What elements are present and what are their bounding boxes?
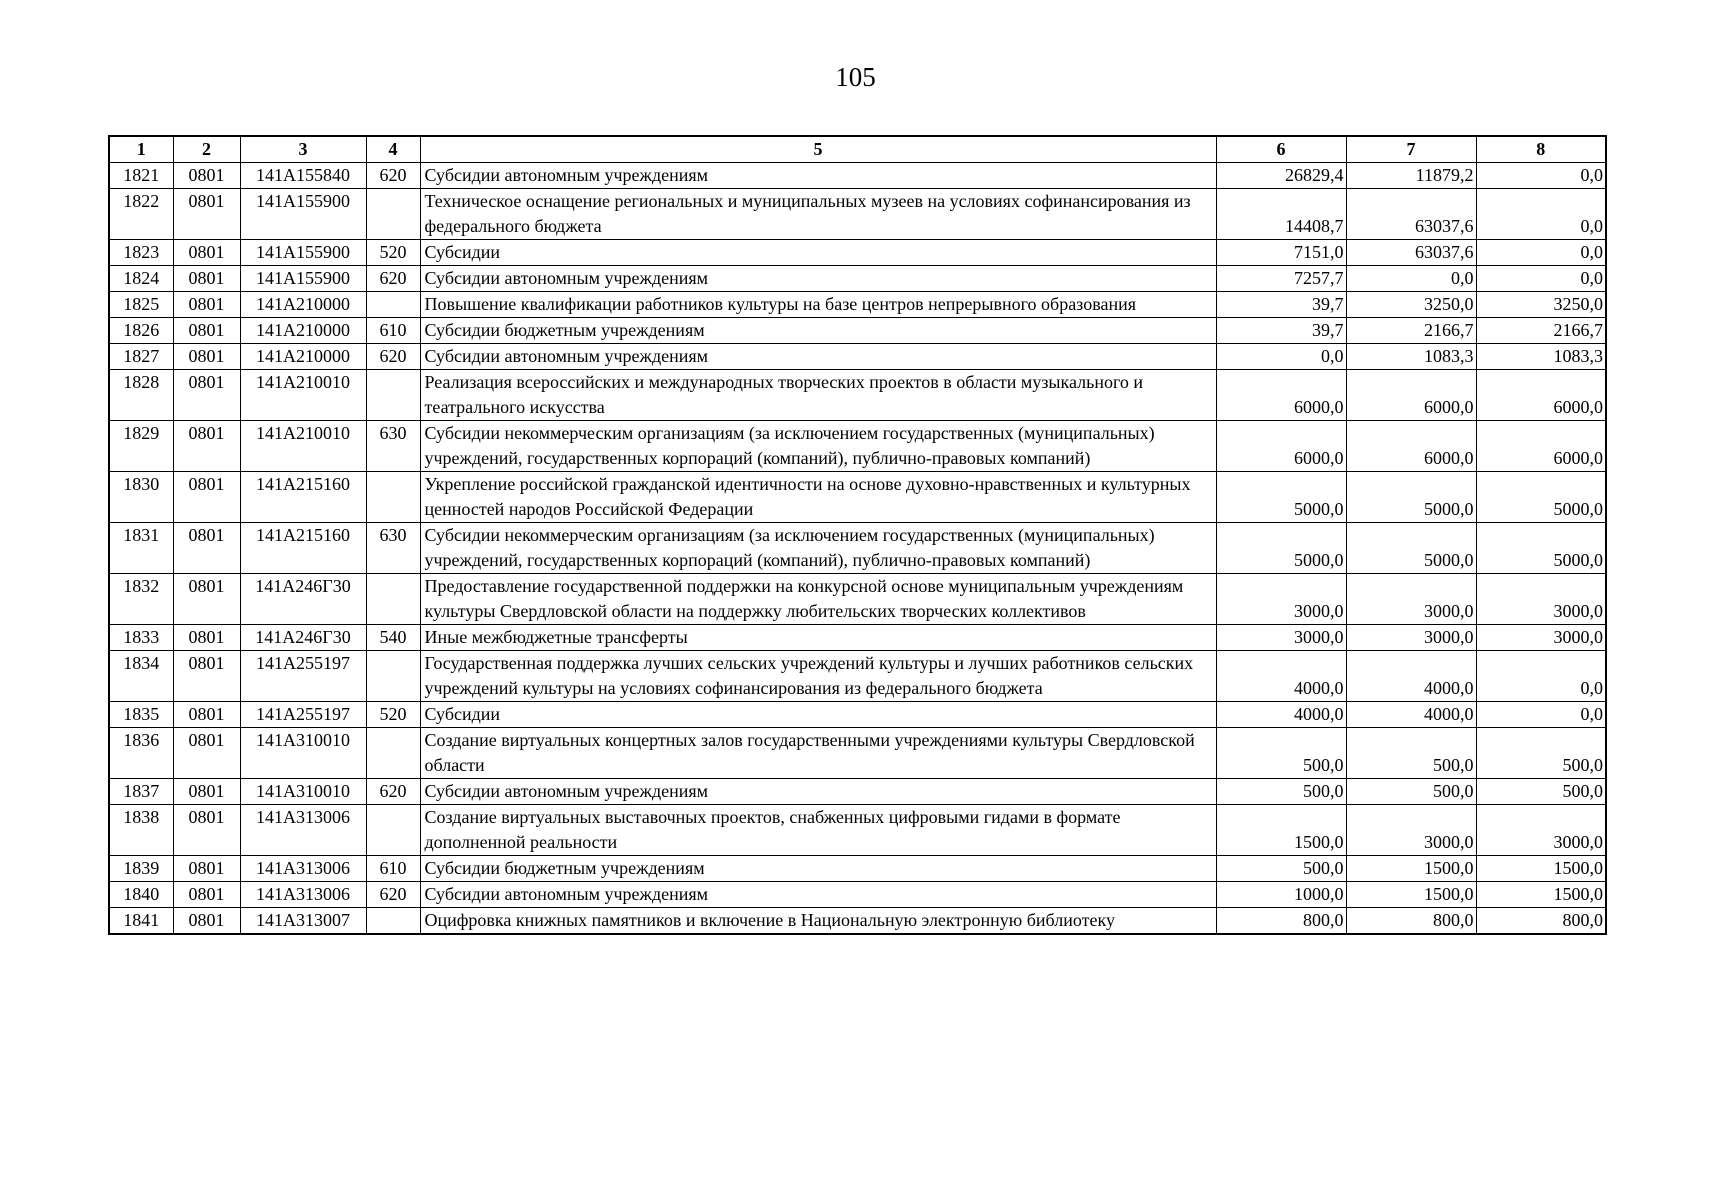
table-header	[109, 136, 1606, 163]
amount-col6-cell: 3000,0	[1216, 574, 1346, 625]
expense-type-cell: 610	[366, 856, 420, 882]
target-article-cell: 141A310010	[240, 779, 366, 805]
section-code-cell: 0801	[173, 189, 240, 240]
row-number-cell: 1837	[109, 779, 173, 805]
row-number-cell: 1832	[109, 574, 173, 625]
expense-type-cell: 620	[366, 779, 420, 805]
amount-col8-cell: 6000,0	[1476, 370, 1606, 421]
header-cell-1: 1	[109, 136, 173, 163]
amount-col7-cell: 6000,0	[1346, 370, 1476, 421]
item-name-cell: Оцифровка книжных памятников и включение в Национальную электронную библиотеку	[420, 908, 1216, 935]
target-article-cell: 141A246Г30	[240, 625, 366, 651]
row-number-cell: 1828	[109, 370, 173, 421]
table-row	[109, 163, 1606, 189]
budget-table	[108, 135, 1607, 935]
item-name-cell: Субсидии автономным учреждениям	[420, 779, 1216, 805]
expense-type-cell	[366, 908, 420, 935]
header-cell-5: 5	[420, 136, 1216, 163]
item-name-cell: Повышение квалификации работников культуры на базе центров непрерывного образования	[420, 292, 1216, 318]
target-article-cell: 141A313006	[240, 856, 366, 882]
amount-col6-cell: 800,0	[1216, 908, 1346, 935]
table-row	[109, 908, 1606, 935]
expense-type-cell: 630	[366, 421, 420, 472]
item-name-cell: Предоставление государственной поддержки на конкурсной основе муниципальным учреждениям культуры Свердловской области на поддержку любительских творческих коллективов	[420, 574, 1216, 625]
target-article-cell: 141A210010	[240, 421, 366, 472]
page-number: 105	[835, 62, 876, 92]
table-row	[109, 189, 1606, 240]
item-name-cell: Субсидии некоммерческим организациям (за исключением государственных (муниципальных) учреждений, государственных корпораций (компаний), публично-правовых компаний)	[420, 421, 1216, 472]
section-code-cell: 0801	[173, 779, 240, 805]
target-article-cell: 141A215160	[240, 523, 366, 574]
amount-col7-cell: 3000,0	[1346, 625, 1476, 651]
item-name-cell: Субсидии	[420, 240, 1216, 266]
target-article-cell: 141A313006	[240, 882, 366, 908]
amount-col7-cell: 1500,0	[1346, 882, 1476, 908]
amount-col7-cell: 63037,6	[1346, 189, 1476, 240]
table-row	[109, 702, 1606, 728]
row-number-cell: 1830	[109, 472, 173, 523]
amount-col6-cell: 7151,0	[1216, 240, 1346, 266]
amount-col7-cell: 4000,0	[1346, 651, 1476, 702]
section-code-cell: 0801	[173, 625, 240, 651]
amount-col8-cell: 5000,0	[1476, 472, 1606, 523]
table-row	[109, 574, 1606, 625]
expense-type-cell	[366, 651, 420, 702]
section-code-cell: 0801	[173, 163, 240, 189]
target-article-cell: 141A255197	[240, 702, 366, 728]
amount-col6-cell: 14408,7	[1216, 189, 1346, 240]
amount-col8-cell: 6000,0	[1476, 421, 1606, 472]
amount-col6-cell: 500,0	[1216, 856, 1346, 882]
target-article-cell: 141A210010	[240, 370, 366, 421]
amount-col7-cell: 5000,0	[1346, 523, 1476, 574]
item-name-cell: Создание виртуальных выставочных проектов, снабженных цифровыми гидами в формате дополненной реальности	[420, 805, 1216, 856]
section-code-cell: 0801	[173, 344, 240, 370]
header-cell-2: 2	[173, 136, 240, 163]
table-row	[109, 625, 1606, 651]
row-number-cell: 1826	[109, 318, 173, 344]
target-article-cell: 141A313007	[240, 908, 366, 935]
section-code-cell: 0801	[173, 856, 240, 882]
section-code-cell: 0801	[173, 292, 240, 318]
section-code-cell: 0801	[173, 702, 240, 728]
expense-type-cell	[366, 189, 420, 240]
target-article-cell: 141A255197	[240, 651, 366, 702]
amount-col8-cell: 5000,0	[1476, 523, 1606, 574]
header-cell-8: 8	[1476, 136, 1606, 163]
amount-col6-cell: 7257,7	[1216, 266, 1346, 292]
row-number-cell: 1823	[109, 240, 173, 266]
item-name-cell: Субсидии	[420, 702, 1216, 728]
table-row	[109, 651, 1606, 702]
section-code-cell: 0801	[173, 240, 240, 266]
expense-type-cell	[366, 292, 420, 318]
expense-type-cell	[366, 805, 420, 856]
row-number-cell: 1840	[109, 882, 173, 908]
section-code-cell: 0801	[173, 908, 240, 935]
target-article-cell: 141A155900	[240, 266, 366, 292]
target-article-cell: 141A310010	[240, 728, 366, 779]
amount-col6-cell: 4000,0	[1216, 702, 1346, 728]
row-number-cell: 1825	[109, 292, 173, 318]
amount-col8-cell: 2166,7	[1476, 318, 1606, 344]
item-name-cell: Субсидии автономным учреждениям	[420, 163, 1216, 189]
table-row	[109, 240, 1606, 266]
item-name-cell: Субсидии автономным учреждениям	[420, 266, 1216, 292]
table-row	[109, 344, 1606, 370]
row-number-cell: 1836	[109, 728, 173, 779]
amount-col7-cell: 6000,0	[1346, 421, 1476, 472]
item-name-cell: Субсидии некоммерческим организациям (за исключением государственных (муниципальных) учреждений, государственных корпораций (компаний), публично-правовых компаний)	[420, 523, 1216, 574]
table-row	[109, 882, 1606, 908]
expense-type-cell: 620	[366, 882, 420, 908]
amount-col6-cell: 500,0	[1216, 728, 1346, 779]
amount-col7-cell: 1083,3	[1346, 344, 1476, 370]
section-code-cell: 0801	[173, 651, 240, 702]
amount-col7-cell: 4000,0	[1346, 702, 1476, 728]
row-number-cell: 1829	[109, 421, 173, 472]
amount-col8-cell: 0,0	[1476, 702, 1606, 728]
amount-col8-cell: 3000,0	[1476, 625, 1606, 651]
amount-col7-cell: 11879,2	[1346, 163, 1476, 189]
target-article-cell: 141A313006	[240, 805, 366, 856]
amount-col8-cell: 3000,0	[1476, 574, 1606, 625]
target-article-cell: 141A246Г30	[240, 574, 366, 625]
amount-col7-cell: 5000,0	[1346, 472, 1476, 523]
amount-col7-cell: 500,0	[1346, 779, 1476, 805]
table-row	[109, 318, 1606, 344]
target-article-cell: 141A155900	[240, 189, 366, 240]
amount-col8-cell: 3000,0	[1476, 805, 1606, 856]
header-cell-6: 6	[1216, 136, 1346, 163]
amount-col8-cell: 0,0	[1476, 189, 1606, 240]
expense-type-cell: 620	[366, 266, 420, 292]
table-row	[109, 779, 1606, 805]
item-name-cell: Техническое оснащение региональных и муниципальных музеев на условиях софинансирования из федерального бюджета	[420, 189, 1216, 240]
table-row	[109, 523, 1606, 574]
item-name-cell: Субсидии бюджетным учреждениям	[420, 856, 1216, 882]
expense-type-cell: 630	[366, 523, 420, 574]
item-name-cell: Субсидии бюджетным учреждениям	[420, 318, 1216, 344]
amount-col8-cell: 500,0	[1476, 728, 1606, 779]
section-code-cell: 0801	[173, 421, 240, 472]
amount-col8-cell: 0,0	[1476, 163, 1606, 189]
amount-col7-cell: 0,0	[1346, 266, 1476, 292]
row-number-cell: 1821	[109, 163, 173, 189]
amount-col8-cell: 3250,0	[1476, 292, 1606, 318]
amount-col8-cell: 1500,0	[1476, 882, 1606, 908]
header-cell-3: 3	[240, 136, 366, 163]
item-name-cell: Субсидии автономным учреждениям	[420, 344, 1216, 370]
amount-col6-cell: 1000,0	[1216, 882, 1346, 908]
item-name-cell: Иные межбюджетные трансферты	[420, 625, 1216, 651]
row-number-cell: 1822	[109, 189, 173, 240]
table-row	[109, 370, 1606, 421]
amount-col8-cell: 800,0	[1476, 908, 1606, 935]
row-number-cell: 1839	[109, 856, 173, 882]
expense-type-cell: 610	[366, 318, 420, 344]
section-code-cell: 0801	[173, 266, 240, 292]
item-name-cell: Государственная поддержка лучших сельских учреждений культуры и лучших работников сельских учреждений культуры на условиях софинансирования из федерального бюджета	[420, 651, 1216, 702]
item-name-cell: Реализация всероссийских и международных творческих проектов в области музыкального и театрального искусства	[420, 370, 1216, 421]
amount-col7-cell: 63037,6	[1346, 240, 1476, 266]
amount-col8-cell: 1083,3	[1476, 344, 1606, 370]
section-code-cell: 0801	[173, 523, 240, 574]
amount-col6-cell: 3000,0	[1216, 625, 1346, 651]
target-article-cell: 141A155840	[240, 163, 366, 189]
amount-col8-cell: 0,0	[1476, 651, 1606, 702]
row-number-cell: 1831	[109, 523, 173, 574]
amount-col7-cell: 2166,7	[1346, 318, 1476, 344]
amount-col8-cell: 0,0	[1476, 266, 1606, 292]
expense-type-cell: 540	[366, 625, 420, 651]
row-number-cell: 1827	[109, 344, 173, 370]
table-row	[109, 292, 1606, 318]
amount-col7-cell: 3250,0	[1346, 292, 1476, 318]
expense-type-cell	[366, 574, 420, 625]
amount-col6-cell: 5000,0	[1216, 523, 1346, 574]
amount-col6-cell: 6000,0	[1216, 370, 1346, 421]
item-name-cell: Укрепление российской гражданской идентичности на основе духовно-нравственных и культурных ценностей народов Российской Федерации	[420, 472, 1216, 523]
table-row	[109, 472, 1606, 523]
item-name-cell: Создание виртуальных концертных залов государственными учреждениями культуры Свердловской области	[420, 728, 1216, 779]
table-row	[109, 266, 1606, 292]
amount-col6-cell: 39,7	[1216, 318, 1346, 344]
table-row	[109, 805, 1606, 856]
row-number-cell: 1824	[109, 266, 173, 292]
amount-col8-cell: 1500,0	[1476, 856, 1606, 882]
expense-type-cell	[366, 472, 420, 523]
row-number-cell: 1833	[109, 625, 173, 651]
amount-col6-cell: 1500,0	[1216, 805, 1346, 856]
expense-type-cell: 620	[366, 344, 420, 370]
target-article-cell: 141A210000	[240, 292, 366, 318]
expense-type-cell: 520	[366, 702, 420, 728]
target-article-cell: 141A215160	[240, 472, 366, 523]
expense-type-cell	[366, 370, 420, 421]
amount-col6-cell: 39,7	[1216, 292, 1346, 318]
row-number-cell: 1838	[109, 805, 173, 856]
row-number-cell: 1841	[109, 908, 173, 935]
amount-col6-cell: 6000,0	[1216, 421, 1346, 472]
header-cell-7: 7	[1346, 136, 1476, 163]
item-name-cell: Субсидии автономным учреждениям	[420, 882, 1216, 908]
section-code-cell: 0801	[173, 574, 240, 625]
target-article-cell: 141A210000	[240, 318, 366, 344]
target-article-cell: 141A155900	[240, 240, 366, 266]
amount-col7-cell: 3000,0	[1346, 574, 1476, 625]
section-code-cell: 0801	[173, 882, 240, 908]
table-body	[109, 163, 1606, 935]
table-row	[109, 728, 1606, 779]
header-cell-4: 4	[366, 136, 420, 163]
section-code-cell: 0801	[173, 728, 240, 779]
expense-type-cell	[366, 728, 420, 779]
amount-col7-cell: 3000,0	[1346, 805, 1476, 856]
row-number-cell: 1834	[109, 651, 173, 702]
amount-col8-cell: 500,0	[1476, 779, 1606, 805]
expense-type-cell: 620	[366, 163, 420, 189]
header-row	[109, 136, 1606, 163]
amount-col6-cell: 26829,4	[1216, 163, 1346, 189]
amount-col6-cell: 5000,0	[1216, 472, 1346, 523]
table-row	[109, 856, 1606, 882]
section-code-cell: 0801	[173, 472, 240, 523]
table-row	[109, 421, 1606, 472]
target-article-cell: 141A210000	[240, 344, 366, 370]
amount-col6-cell: 0,0	[1216, 344, 1346, 370]
section-code-cell: 0801	[173, 318, 240, 344]
amount-col6-cell: 500,0	[1216, 779, 1346, 805]
section-code-cell: 0801	[173, 805, 240, 856]
amount-col7-cell: 500,0	[1346, 728, 1476, 779]
amount-col8-cell: 0,0	[1476, 240, 1606, 266]
expense-type-cell: 520	[366, 240, 420, 266]
row-number-cell: 1835	[109, 702, 173, 728]
amount-col7-cell: 800,0	[1346, 908, 1476, 935]
amount-col6-cell: 4000,0	[1216, 651, 1346, 702]
section-code-cell: 0801	[173, 370, 240, 421]
amount-col7-cell: 1500,0	[1346, 856, 1476, 882]
